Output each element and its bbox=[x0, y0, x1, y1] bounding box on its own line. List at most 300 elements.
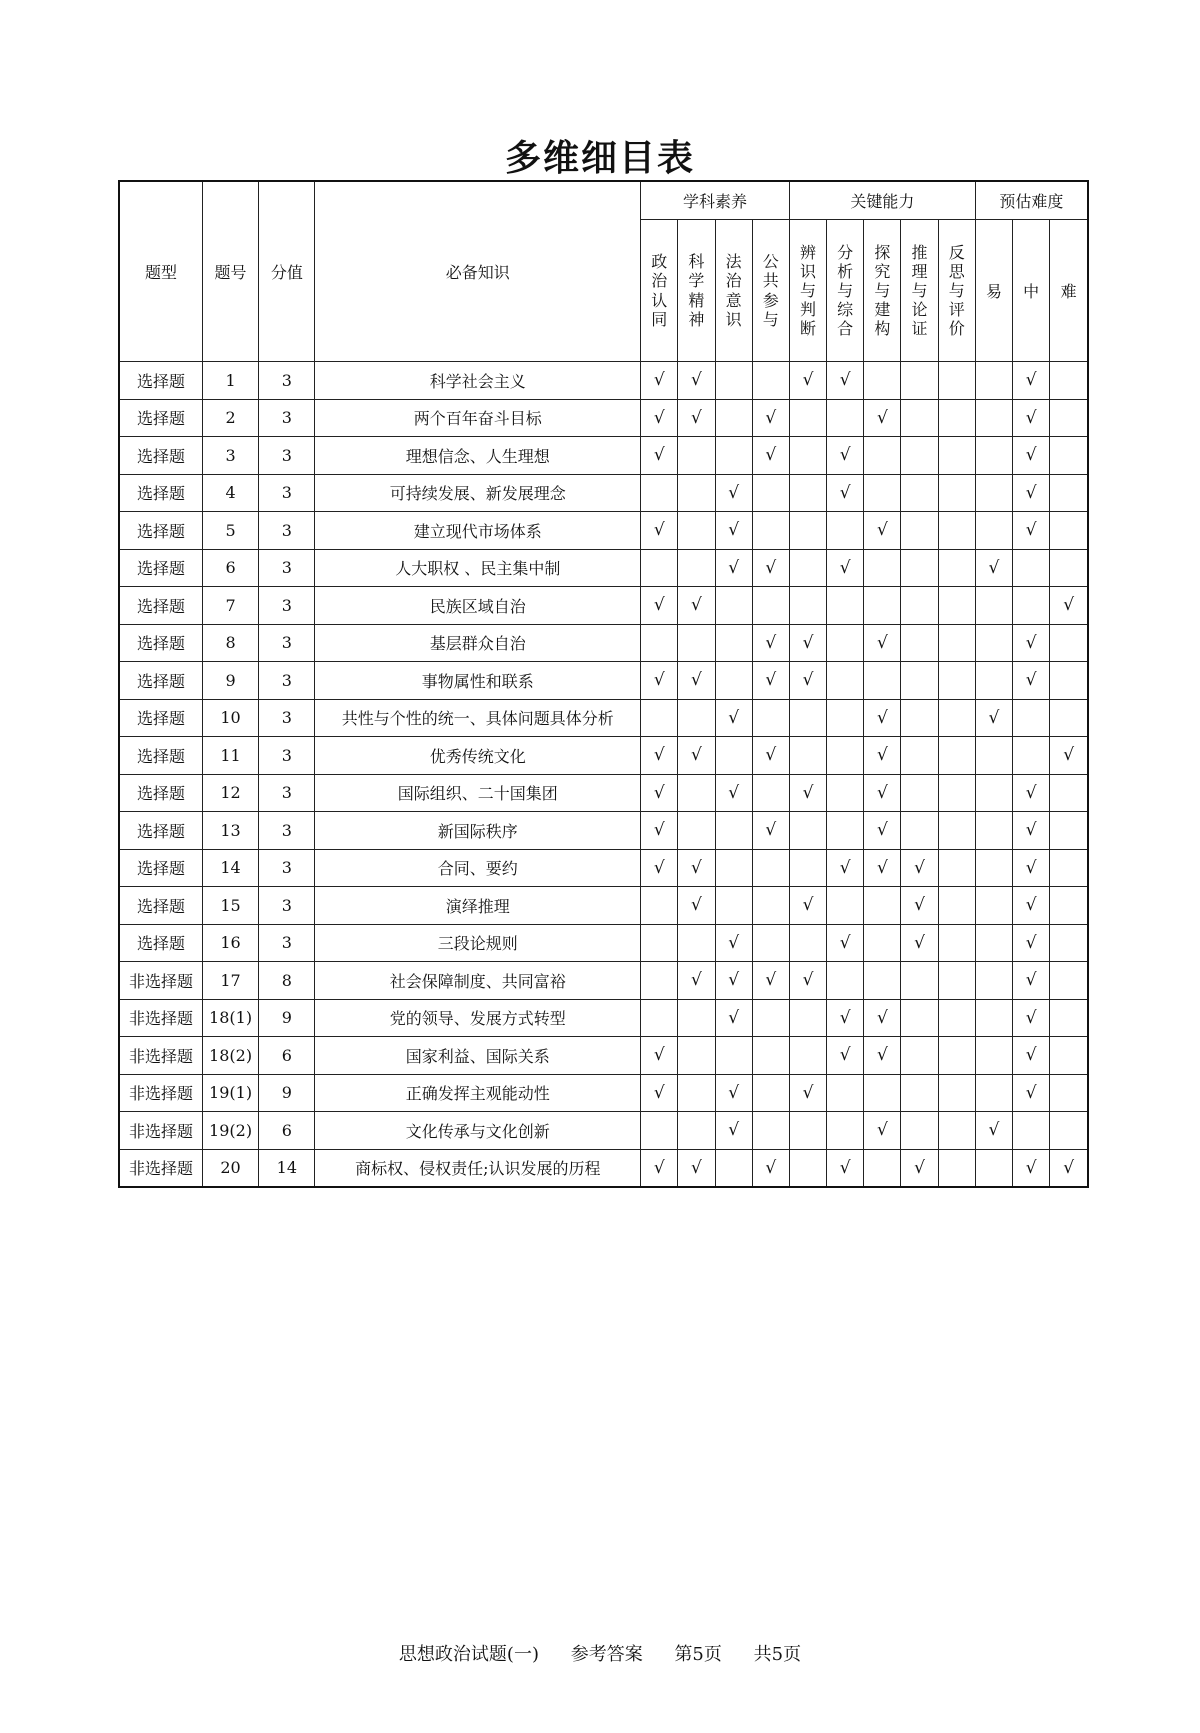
cell-knowledge: 演绎推理 bbox=[315, 887, 641, 925]
header-knowledge: 必备知识 bbox=[315, 181, 641, 362]
check-mark: √ bbox=[715, 549, 752, 587]
empty-cell bbox=[975, 587, 1012, 625]
table-row bbox=[119, 549, 1088, 587]
check-mark: √ bbox=[678, 399, 715, 437]
footer-page: 第5页 bbox=[674, 1644, 722, 1665]
empty-cell bbox=[678, 624, 715, 662]
cell-knowledge: 共性与个性的统一、具体问题具体分析 bbox=[315, 699, 641, 737]
empty-cell bbox=[715, 887, 752, 925]
empty-cell bbox=[752, 587, 789, 625]
table-row bbox=[119, 1149, 1088, 1187]
table-row bbox=[119, 812, 1088, 850]
empty-cell bbox=[1050, 662, 1088, 700]
cell-score: 8 bbox=[259, 962, 315, 1000]
empty-cell bbox=[827, 699, 864, 737]
cell-type: 选择题 bbox=[119, 774, 202, 812]
header-ability-5: 反思与评价 bbox=[938, 220, 975, 362]
check-mark: √ bbox=[715, 474, 752, 512]
empty-cell bbox=[975, 1149, 1012, 1187]
empty-cell bbox=[789, 924, 826, 962]
empty-cell bbox=[641, 1112, 678, 1150]
check-mark: √ bbox=[975, 699, 1012, 737]
empty-cell bbox=[678, 512, 715, 550]
header-ability-4: 推理与论证 bbox=[901, 220, 938, 362]
empty-cell bbox=[752, 1112, 789, 1150]
empty-cell bbox=[827, 774, 864, 812]
header-number: 题号 bbox=[202, 181, 258, 362]
check-mark: √ bbox=[641, 662, 678, 700]
empty-cell bbox=[901, 999, 938, 1037]
cell-score: 14 bbox=[259, 1149, 315, 1187]
empty-cell bbox=[678, 549, 715, 587]
cell-number: 10 bbox=[202, 699, 258, 737]
table-row bbox=[119, 699, 1088, 737]
empty-cell bbox=[789, 1112, 826, 1150]
empty-cell bbox=[1050, 1037, 1088, 1075]
empty-cell bbox=[1050, 399, 1088, 437]
check-mark: √ bbox=[678, 849, 715, 887]
empty-cell bbox=[975, 1037, 1012, 1075]
empty-cell bbox=[975, 887, 1012, 925]
empty-cell bbox=[938, 1149, 975, 1187]
empty-cell bbox=[901, 512, 938, 550]
empty-cell bbox=[938, 624, 975, 662]
empty-cell bbox=[975, 512, 1012, 550]
header-difficulty-medium: 中 bbox=[1013, 220, 1050, 362]
empty-cell bbox=[641, 924, 678, 962]
cell-score: 3 bbox=[259, 474, 315, 512]
cell-number: 9 bbox=[202, 662, 258, 700]
empty-cell bbox=[678, 1037, 715, 1075]
check-mark: √ bbox=[1013, 1037, 1050, 1075]
cell-type: 选择题 bbox=[119, 849, 202, 887]
check-mark: √ bbox=[827, 437, 864, 475]
cell-number: 2 bbox=[202, 399, 258, 437]
empty-cell bbox=[1050, 362, 1088, 400]
check-mark: √ bbox=[1013, 362, 1050, 400]
empty-cell bbox=[789, 999, 826, 1037]
header-group-difficulty: 预估难度 bbox=[975, 181, 1088, 220]
check-mark: √ bbox=[641, 737, 678, 775]
header-ability-1: 辨识与判断 bbox=[789, 220, 826, 362]
table-row bbox=[119, 849, 1088, 887]
empty-cell bbox=[975, 662, 1012, 700]
table-row bbox=[119, 362, 1088, 400]
cell-score: 9 bbox=[259, 999, 315, 1037]
check-mark: √ bbox=[641, 437, 678, 475]
check-mark: √ bbox=[641, 849, 678, 887]
check-mark: √ bbox=[901, 849, 938, 887]
empty-cell bbox=[901, 812, 938, 850]
footer-section: 参考答案 bbox=[570, 1644, 643, 1665]
header-literacy-2: 科学精神 bbox=[678, 220, 715, 362]
cell-type: 选择题 bbox=[119, 924, 202, 962]
empty-cell bbox=[938, 662, 975, 700]
cell-type: 非选择题 bbox=[119, 1112, 202, 1150]
check-mark: √ bbox=[864, 849, 901, 887]
empty-cell bbox=[715, 662, 752, 700]
empty-cell bbox=[715, 624, 752, 662]
empty-cell bbox=[1050, 849, 1088, 887]
cell-knowledge: 三段论规则 bbox=[315, 924, 641, 962]
cell-score: 9 bbox=[259, 1074, 315, 1112]
check-mark: √ bbox=[789, 887, 826, 925]
table-row bbox=[119, 512, 1088, 550]
cell-score: 6 bbox=[259, 1037, 315, 1075]
empty-cell bbox=[901, 1112, 938, 1150]
check-mark: √ bbox=[1013, 662, 1050, 700]
table-row bbox=[119, 999, 1088, 1037]
empty-cell bbox=[752, 1037, 789, 1075]
empty-cell bbox=[1050, 1112, 1088, 1150]
empty-cell bbox=[752, 512, 789, 550]
cell-number: 20 bbox=[202, 1149, 258, 1187]
empty-cell bbox=[715, 737, 752, 775]
empty-cell bbox=[1050, 699, 1088, 737]
cell-number: 13 bbox=[202, 812, 258, 850]
empty-cell bbox=[678, 699, 715, 737]
table-row bbox=[119, 587, 1088, 625]
cell-score: 3 bbox=[259, 849, 315, 887]
header-literacy-3: 法治意识 bbox=[715, 220, 752, 362]
empty-cell bbox=[938, 512, 975, 550]
cell-number: 15 bbox=[202, 887, 258, 925]
check-mark: √ bbox=[1013, 512, 1050, 550]
cell-score: 3 bbox=[259, 737, 315, 775]
empty-cell bbox=[752, 699, 789, 737]
cell-score: 3 bbox=[259, 699, 315, 737]
empty-cell bbox=[789, 1149, 826, 1187]
empty-cell bbox=[789, 512, 826, 550]
empty-cell bbox=[789, 587, 826, 625]
empty-cell bbox=[938, 737, 975, 775]
empty-cell bbox=[715, 1149, 752, 1187]
empty-cell bbox=[938, 587, 975, 625]
cell-knowledge: 国际组织、二十国集团 bbox=[315, 774, 641, 812]
check-mark: √ bbox=[864, 699, 901, 737]
check-mark: √ bbox=[827, 474, 864, 512]
header-type: 题型 bbox=[119, 181, 202, 362]
cell-number: 19(2) bbox=[202, 1112, 258, 1150]
empty-cell bbox=[678, 812, 715, 850]
empty-cell bbox=[641, 474, 678, 512]
cell-number: 11 bbox=[202, 737, 258, 775]
check-mark: √ bbox=[1013, 1074, 1050, 1112]
empty-cell bbox=[1050, 512, 1088, 550]
check-mark: √ bbox=[789, 962, 826, 1000]
check-mark: √ bbox=[715, 1074, 752, 1112]
empty-cell bbox=[1050, 962, 1088, 1000]
footer-subject: 思想政治试题(一) bbox=[398, 1644, 539, 1665]
check-mark: √ bbox=[789, 362, 826, 400]
empty-cell bbox=[1013, 699, 1050, 737]
empty-cell bbox=[827, 662, 864, 700]
empty-cell bbox=[938, 774, 975, 812]
cell-number: 18(2) bbox=[202, 1037, 258, 1075]
empty-cell bbox=[752, 887, 789, 925]
check-mark: √ bbox=[678, 587, 715, 625]
empty-cell bbox=[901, 1074, 938, 1112]
empty-cell bbox=[827, 512, 864, 550]
check-mark: √ bbox=[715, 999, 752, 1037]
empty-cell bbox=[901, 774, 938, 812]
header-score: 分值 bbox=[259, 181, 315, 362]
check-mark: √ bbox=[1013, 624, 1050, 662]
specification-table bbox=[118, 180, 1089, 1188]
cell-knowledge: 民族区域自治 bbox=[315, 587, 641, 625]
cell-knowledge: 正确发挥主观能动性 bbox=[315, 1074, 641, 1112]
empty-cell bbox=[1050, 1074, 1088, 1112]
empty-cell bbox=[715, 362, 752, 400]
check-mark: √ bbox=[678, 737, 715, 775]
cell-knowledge: 社会保障制度、共同富裕 bbox=[315, 962, 641, 1000]
cell-type: 选择题 bbox=[119, 437, 202, 475]
check-mark: √ bbox=[1013, 849, 1050, 887]
empty-cell bbox=[715, 849, 752, 887]
check-mark: √ bbox=[641, 774, 678, 812]
table-body bbox=[119, 362, 1088, 1188]
empty-cell bbox=[901, 962, 938, 1000]
empty-cell bbox=[678, 1074, 715, 1112]
empty-cell bbox=[789, 849, 826, 887]
check-mark: √ bbox=[641, 1074, 678, 1112]
check-mark: √ bbox=[752, 812, 789, 850]
empty-cell bbox=[938, 999, 975, 1037]
empty-cell bbox=[938, 549, 975, 587]
check-mark: √ bbox=[789, 662, 826, 700]
empty-cell bbox=[752, 774, 789, 812]
page-title: 多维细目表 bbox=[504, 138, 695, 179]
empty-cell bbox=[1050, 549, 1088, 587]
empty-cell bbox=[901, 737, 938, 775]
check-mark: √ bbox=[641, 1037, 678, 1075]
check-mark: √ bbox=[864, 737, 901, 775]
check-mark: √ bbox=[864, 624, 901, 662]
cell-number: 16 bbox=[202, 924, 258, 962]
cell-knowledge: 基层群众自治 bbox=[315, 624, 641, 662]
empty-cell bbox=[975, 474, 1012, 512]
empty-cell bbox=[938, 849, 975, 887]
empty-cell bbox=[938, 1037, 975, 1075]
empty-cell bbox=[827, 587, 864, 625]
check-mark: √ bbox=[678, 662, 715, 700]
check-mark: √ bbox=[789, 1074, 826, 1112]
empty-cell bbox=[678, 474, 715, 512]
check-mark: √ bbox=[1013, 999, 1050, 1037]
check-mark: √ bbox=[715, 699, 752, 737]
empty-cell bbox=[827, 812, 864, 850]
check-mark: √ bbox=[752, 662, 789, 700]
empty-cell bbox=[827, 1112, 864, 1150]
check-mark: √ bbox=[715, 924, 752, 962]
cell-score: 3 bbox=[259, 924, 315, 962]
cell-knowledge: 优秀传统文化 bbox=[315, 737, 641, 775]
empty-cell bbox=[715, 399, 752, 437]
empty-cell bbox=[864, 587, 901, 625]
empty-cell bbox=[678, 999, 715, 1037]
empty-cell bbox=[827, 1074, 864, 1112]
empty-cell bbox=[864, 1149, 901, 1187]
empty-cell bbox=[901, 587, 938, 625]
cell-type: 选择题 bbox=[119, 399, 202, 437]
table-row bbox=[119, 662, 1088, 700]
check-mark: √ bbox=[1013, 399, 1050, 437]
empty-cell bbox=[641, 549, 678, 587]
check-mark: √ bbox=[678, 1149, 715, 1187]
cell-number: 14 bbox=[202, 849, 258, 887]
empty-cell bbox=[715, 812, 752, 850]
empty-cell bbox=[752, 849, 789, 887]
header-ability-3: 探究与建构 bbox=[864, 220, 901, 362]
empty-cell bbox=[975, 999, 1012, 1037]
check-mark: √ bbox=[1013, 924, 1050, 962]
empty-cell bbox=[864, 1074, 901, 1112]
empty-cell bbox=[1050, 999, 1088, 1037]
check-mark: √ bbox=[641, 812, 678, 850]
cell-knowledge: 建立现代市场体系 bbox=[315, 512, 641, 550]
header-group-literacy: 学科素养 bbox=[641, 181, 790, 220]
empty-cell bbox=[975, 362, 1012, 400]
empty-cell bbox=[938, 962, 975, 1000]
cell-number: 5 bbox=[202, 512, 258, 550]
header-literacy-4: 公共参与 bbox=[752, 220, 789, 362]
empty-cell bbox=[789, 812, 826, 850]
check-mark: √ bbox=[827, 1037, 864, 1075]
empty-cell bbox=[864, 549, 901, 587]
cell-score: 3 bbox=[259, 437, 315, 475]
check-mark: √ bbox=[752, 549, 789, 587]
table-row bbox=[119, 887, 1088, 925]
empty-cell bbox=[678, 1112, 715, 1150]
empty-cell bbox=[938, 1074, 975, 1112]
empty-cell bbox=[715, 1037, 752, 1075]
empty-cell bbox=[827, 624, 864, 662]
header-group-ability: 关键能力 bbox=[789, 181, 975, 220]
check-mark: √ bbox=[752, 962, 789, 1000]
check-mark: √ bbox=[789, 624, 826, 662]
empty-cell bbox=[975, 737, 1012, 775]
empty-cell bbox=[752, 1074, 789, 1112]
cell-knowledge: 新国际秩序 bbox=[315, 812, 641, 850]
empty-cell bbox=[641, 699, 678, 737]
cell-number: 6 bbox=[202, 549, 258, 587]
empty-cell bbox=[678, 924, 715, 962]
table-row bbox=[119, 1112, 1088, 1150]
check-mark: √ bbox=[901, 924, 938, 962]
cell-type: 选择题 bbox=[119, 887, 202, 925]
cell-number: 18(1) bbox=[202, 999, 258, 1037]
cell-score: 3 bbox=[259, 512, 315, 550]
table-row bbox=[119, 737, 1088, 775]
empty-cell bbox=[641, 887, 678, 925]
check-mark: √ bbox=[1050, 1149, 1088, 1187]
empty-cell bbox=[901, 474, 938, 512]
cell-type: 选择题 bbox=[119, 737, 202, 775]
cell-knowledge: 科学社会主义 bbox=[315, 362, 641, 400]
cell-score: 3 bbox=[259, 399, 315, 437]
empty-cell bbox=[1050, 437, 1088, 475]
check-mark: √ bbox=[827, 924, 864, 962]
empty-cell bbox=[975, 774, 1012, 812]
empty-cell bbox=[789, 399, 826, 437]
empty-cell bbox=[901, 662, 938, 700]
empty-cell bbox=[938, 474, 975, 512]
cell-score: 3 bbox=[259, 812, 315, 850]
check-mark: √ bbox=[1013, 1149, 1050, 1187]
cell-type: 选择题 bbox=[119, 587, 202, 625]
check-mark: √ bbox=[715, 774, 752, 812]
cell-score: 3 bbox=[259, 774, 315, 812]
check-mark: √ bbox=[641, 362, 678, 400]
check-mark: √ bbox=[1013, 812, 1050, 850]
cell-knowledge: 可持续发展、新发展理念 bbox=[315, 474, 641, 512]
cell-knowledge: 理想信念、人生理想 bbox=[315, 437, 641, 475]
check-mark: √ bbox=[1050, 587, 1088, 625]
cell-type: 非选择题 bbox=[119, 962, 202, 1000]
empty-cell bbox=[975, 624, 1012, 662]
empty-cell bbox=[789, 549, 826, 587]
cell-knowledge: 人大职权 、民主集中制 bbox=[315, 549, 641, 587]
cell-score: 3 bbox=[259, 662, 315, 700]
cell-number: 7 bbox=[202, 587, 258, 625]
cell-knowledge: 合同、要约 bbox=[315, 849, 641, 887]
footer-total: 共5页 bbox=[753, 1644, 802, 1665]
empty-cell bbox=[901, 362, 938, 400]
empty-cell bbox=[975, 437, 1012, 475]
check-mark: √ bbox=[1013, 437, 1050, 475]
check-mark: √ bbox=[752, 399, 789, 437]
cell-knowledge: 商标权、侵权责任;认识发展的历程 bbox=[315, 1149, 641, 1187]
empty-cell bbox=[789, 474, 826, 512]
cell-type: 非选择题 bbox=[119, 999, 202, 1037]
empty-cell bbox=[1050, 887, 1088, 925]
empty-cell bbox=[752, 999, 789, 1037]
empty-cell bbox=[752, 362, 789, 400]
empty-cell bbox=[864, 474, 901, 512]
empty-cell bbox=[678, 437, 715, 475]
cell-type: 选择题 bbox=[119, 512, 202, 550]
check-mark: √ bbox=[901, 1149, 938, 1187]
cell-score: 3 bbox=[259, 549, 315, 587]
cell-type: 非选择题 bbox=[119, 1149, 202, 1187]
check-mark: √ bbox=[1013, 774, 1050, 812]
cell-number: 12 bbox=[202, 774, 258, 812]
table-row bbox=[119, 437, 1088, 475]
cell-type: 非选择题 bbox=[119, 1074, 202, 1112]
empty-cell bbox=[827, 962, 864, 1000]
empty-cell bbox=[938, 924, 975, 962]
check-mark: √ bbox=[827, 362, 864, 400]
check-mark: √ bbox=[752, 737, 789, 775]
check-mark: √ bbox=[864, 999, 901, 1037]
table-row bbox=[119, 962, 1088, 1000]
table-row bbox=[119, 774, 1088, 812]
table-row bbox=[119, 1037, 1088, 1075]
table-row bbox=[119, 474, 1088, 512]
header-ability-2: 分析与综合 bbox=[827, 220, 864, 362]
cell-type: 选择题 bbox=[119, 624, 202, 662]
check-mark: √ bbox=[752, 1149, 789, 1187]
empty-cell bbox=[1050, 624, 1088, 662]
check-mark: √ bbox=[678, 362, 715, 400]
empty-cell bbox=[938, 699, 975, 737]
empty-cell bbox=[864, 962, 901, 1000]
header-difficulty-easy: 易 bbox=[975, 220, 1012, 362]
empty-cell bbox=[901, 699, 938, 737]
check-mark: √ bbox=[827, 849, 864, 887]
check-mark: √ bbox=[715, 512, 752, 550]
empty-cell bbox=[789, 437, 826, 475]
